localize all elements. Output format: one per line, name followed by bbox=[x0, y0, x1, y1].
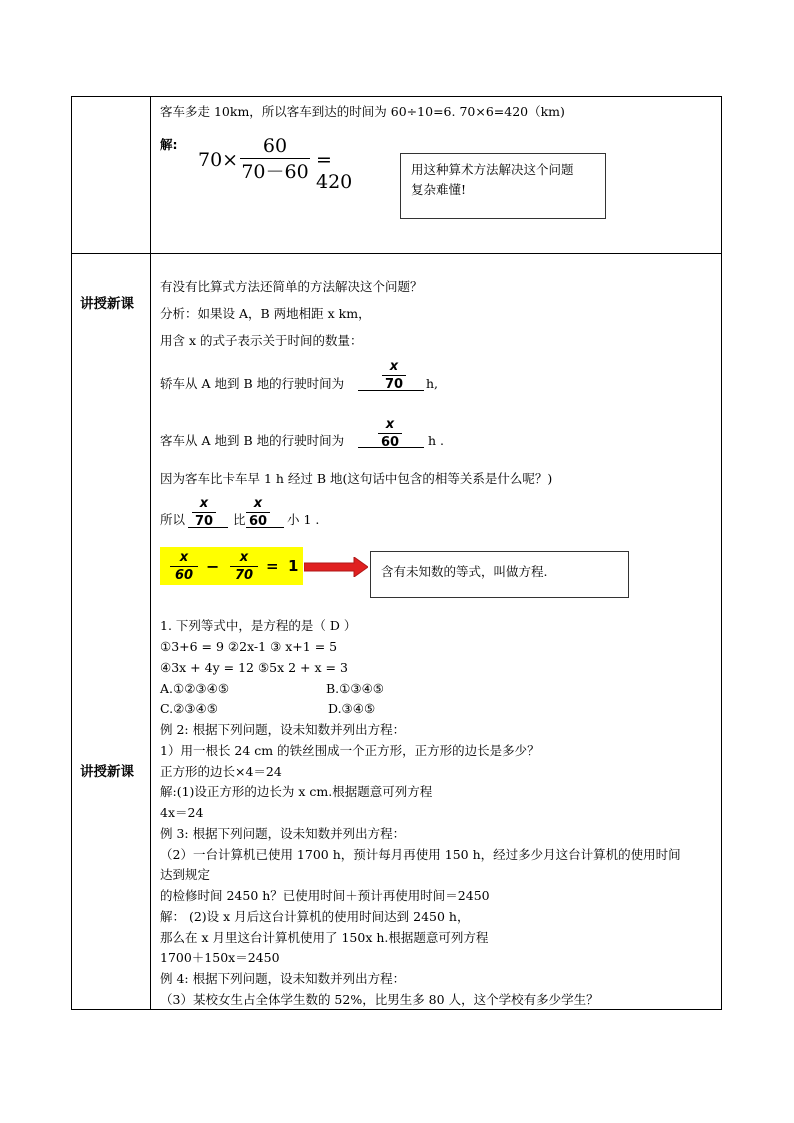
formula-numerator: 60 bbox=[262, 135, 288, 157]
choice-c: C.②③④⑤ bbox=[160, 701, 218, 716]
exercise-options-2: ④3x + 4y = 12 ⑤5x 2 + x = 3 bbox=[160, 660, 348, 675]
example-line: 的检修时间 2450 h？已使用时间＋预计再使用时间＝2450 bbox=[160, 888, 490, 903]
arrow-right-icon bbox=[304, 557, 368, 577]
analysis-line1: 分析：如果设 A，B 两地相距 x km， bbox=[160, 306, 371, 321]
so-mid: 比 bbox=[233, 512, 246, 527]
section-label-2: 讲授新课 bbox=[80, 764, 134, 780]
section-label-1: 讲授新课 bbox=[80, 296, 134, 312]
table-column-divider bbox=[150, 96, 151, 1010]
analysis-line2: 用含 x 的式子表示关于时间的数量： bbox=[160, 333, 363, 348]
bus-time-suffix: h . bbox=[428, 433, 444, 448]
example-line: （2）一台计算机已使用 1700 h，预计每月再使用 150 h，经过多少月这台计算机的使用时间 bbox=[160, 847, 681, 862]
car-time-prefix: 轿车从 A 地到 B 地的行驶时间为 bbox=[160, 376, 345, 391]
example-line: 例 2: 根据下列问题，设未知数并列出方程： bbox=[160, 722, 406, 737]
eq-fraction-bar-2 bbox=[230, 566, 258, 567]
example-line: 4x＝24 bbox=[160, 805, 204, 820]
so-numerator-2: x bbox=[253, 496, 263, 511]
so-suffix: 小 1 . bbox=[287, 512, 320, 527]
car-time-suffix: h, bbox=[426, 376, 439, 391]
eq-fraction-2 bbox=[230, 550, 258, 583]
analysis-question: 有没有比算式方法还简单的方法解决这个问题？ bbox=[160, 279, 423, 294]
equation-highlight bbox=[160, 547, 303, 585]
eq-minus: − bbox=[206, 557, 220, 576]
eq-denominator-1: 60 bbox=[174, 568, 194, 583]
table-row-divider bbox=[71, 253, 722, 254]
example-line: 达到规定 bbox=[160, 867, 211, 882]
example-line: 解:(1)设正方形的边长为 x cm.根据题意可列方程 bbox=[160, 784, 433, 799]
solution-label: 解: bbox=[160, 137, 178, 152]
example-line: 例 4: 根据下列问题，设未知数并列出方程： bbox=[160, 971, 406, 986]
note-line1: 用这种算术方法解决这个问题 bbox=[411, 162, 574, 177]
eq-rhs: 1 bbox=[288, 557, 299, 575]
choice-b: B.①③④⑤ bbox=[326, 681, 384, 696]
eq-fraction-1 bbox=[170, 550, 198, 583]
example-line: 1）用一根长 24 cm 的铁丝围成一个正方形，正方形的边长是多少？ bbox=[160, 743, 540, 758]
so-fraction-1 bbox=[192, 496, 216, 529]
bus-time-fraction bbox=[378, 417, 402, 450]
so-fraction-2 bbox=[246, 496, 270, 529]
exercise-question: 1. 下列等式中，是方程的是（ D ） bbox=[160, 618, 357, 633]
eq-numerator-2: x bbox=[239, 550, 249, 565]
choice-a: A.①②③④⑤ bbox=[160, 681, 230, 696]
solution-formula bbox=[198, 134, 373, 193]
so-numerator-1: x bbox=[199, 496, 209, 511]
definition-text: 含有未知数的等式，叫做方程. bbox=[381, 564, 548, 579]
car-time-fraction bbox=[382, 359, 406, 392]
example-line: 正方形的边长×4＝24 bbox=[160, 764, 282, 779]
table-bottom-border bbox=[71, 1009, 722, 1010]
so-prefix: 所以 bbox=[160, 512, 186, 527]
formula-denominator: 70－60 bbox=[241, 161, 309, 183]
bus-denominator: 60 bbox=[380, 435, 400, 450]
so-denominator-1: 70 bbox=[194, 514, 214, 529]
eq-equals: = bbox=[266, 557, 279, 575]
car-fraction-bar bbox=[382, 375, 406, 376]
so-denominator-2: 60 bbox=[248, 514, 268, 529]
example-line: 例 3: 根据下列问题，设未知数并列出方程： bbox=[160, 826, 406, 841]
example-line: 1700＋150x＝2450 bbox=[160, 950, 280, 965]
example-line: 解： (2)设 x 月后这台计算机的使用时间达到 2450 h， bbox=[160, 909, 470, 924]
note-box bbox=[400, 153, 606, 219]
so-fraction-bar-1 bbox=[192, 512, 216, 513]
formula-rhs: = 420 bbox=[316, 149, 353, 193]
table-left-border bbox=[71, 96, 72, 1010]
so-fraction-bar-2 bbox=[246, 512, 270, 513]
example-line: （3）某校女生占全体学生数的 52%，比男生多 80 人，这个学校有多少学生？ bbox=[160, 992, 599, 1007]
formula-lhs: 70× bbox=[198, 149, 239, 171]
eq-fraction-bar-1 bbox=[170, 566, 198, 567]
exercise-options-1: ①3+6 = 9 ②2x-1 ③ x+1 = 5 bbox=[160, 639, 338, 654]
eq-numerator-1: x bbox=[179, 550, 189, 565]
bus-numerator: x bbox=[385, 417, 395, 432]
definition-box bbox=[370, 551, 629, 598]
table-right-border bbox=[721, 96, 722, 1010]
eq-denominator-2: 70 bbox=[234, 568, 254, 583]
car-denominator: 70 bbox=[384, 377, 404, 392]
note-line2: 复杂难懂! bbox=[411, 182, 467, 197]
formula-fraction bbox=[240, 134, 310, 185]
example-line: 那么在 x 月里这台计算机使用了 150x h.根据题意可列方程 bbox=[160, 930, 489, 945]
car-numerator: x bbox=[389, 359, 399, 374]
choice-d: D.③④⑤ bbox=[328, 701, 376, 716]
table-top-border bbox=[71, 96, 722, 97]
because-line: 因为客车比卡车早 1 h 经过 B 地(这句话中包含的相等关系是什么呢？) bbox=[160, 471, 553, 486]
bus-time-prefix: 客车从 A 地到 B 地的行驶时间为 bbox=[160, 433, 345, 448]
bus-fraction-bar bbox=[378, 433, 402, 434]
row1-text: 客车多走 10km，所以客车到达的时间为 60÷10=6. 70×6=420（km) bbox=[160, 104, 565, 119]
